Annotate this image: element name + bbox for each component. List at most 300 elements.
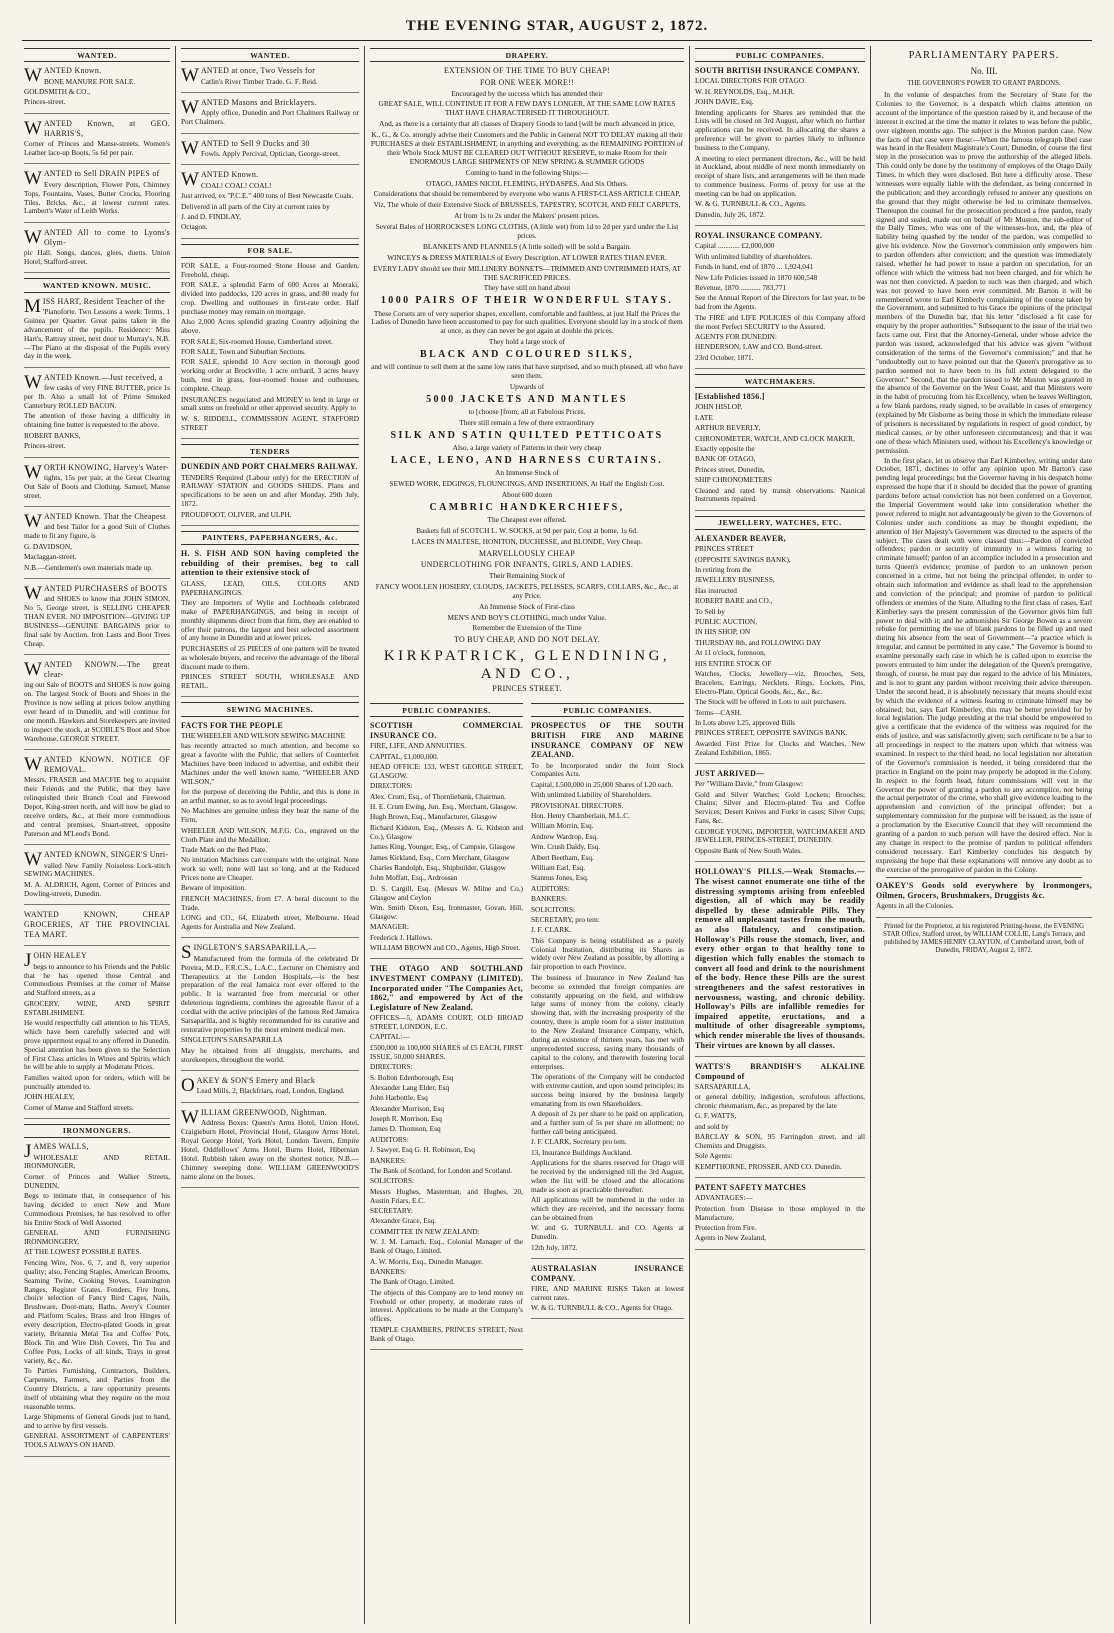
- ad-line: ADVANTAGES:—: [695, 1193, 753, 1203]
- ad-line: In Lots above L25, approved Bills: [695, 717, 796, 727]
- parliamentary-papers-title: PARLIAMENTARY PAPERS.: [908, 50, 1060, 61]
- drapery-advertisement: [370, 66, 684, 645]
- ad-line: for the purpose of deceiving the Public, and this is done in an artful manner, so as to avoid legal proceedings.: [181, 787, 359, 805]
- ad-line: Octagon.: [181, 222, 208, 232]
- ad-line: In retiring from the: [695, 565, 752, 575]
- tenders-advertisement: [181, 462, 359, 526]
- ad-lead: [24, 755, 170, 775]
- ad-line: May be obtained from all druggists, merchants, and storekeepers, throughout the world.: [181, 1045, 359, 1064]
- wanted-advertisement: [181, 98, 359, 134]
- ad-lead: [24, 168, 170, 190]
- ad-line: PRINCES STREET: [695, 544, 754, 554]
- drapery-line: and will continue to sell them at the same low rates that have surprised, and so much pleased, all who have seen them.: [371, 362, 683, 381]
- drop-capital: W: [24, 226, 42, 248]
- section-heading-watchmakers: WATCHMAKERS.: [695, 374, 865, 388]
- advertisement: [181, 1076, 359, 1103]
- royal-insurance-advertisement: [695, 231, 865, 369]
- drapery-line: These Corsets are of very superior shapes, excellent, comfortable and faultless, at just Half the Prices the Ladies of Dunedin have been accustomed to pay for such qualities. Everyone should lay in a stock of them at once, as they can never be got again at double the prices.: [371, 308, 683, 336]
- ad-line: LONG and CO., 64, Elizabeth street, Melbourne. Head Agents for Australia and New Zealand.: [181, 913, 359, 932]
- column-divider: [689, 46, 690, 1624]
- oakey-goods-advertisement: [876, 881, 1092, 917]
- wanted-advertisement: [181, 139, 359, 166]
- ad-line: Wm. Crush Daldy, Esq.: [531, 842, 601, 852]
- ad-lead-text: AKEY & SON'S Emery and Black: [196, 1075, 316, 1085]
- ad-line: W. & G. TURNBULL & CO., Agents.: [695, 199, 807, 209]
- ad-line: James D. Thomson, Esq: [370, 1124, 441, 1134]
- ad-lead-text: ANTED KNOWN.—The great clear-: [43, 660, 170, 680]
- ad-line: PRINCES STREET SOUTH, WHOLESALE AND RETAIL.: [181, 672, 359, 690]
- ad-line: Applications for the shares reserved for Otago will be received by the undersigned till the 3rd August, when the list will be closed and the allocations made as soon as practicable thereafter.: [531, 1158, 684, 1194]
- ad-line: Alexander Lang Elder, Esq: [370, 1082, 450, 1092]
- wanted-advertisement: [24, 512, 170, 579]
- ad-line: GLASS, LEAD, OILS, COLORS AND PAPERHANGINGS.: [181, 578, 359, 597]
- ad-line: tights, 15s per pair, at the Great Clearing Out Sale of Boots and Clothing. Samuel, Manse street.: [24, 472, 170, 500]
- ad-lead-text: ANTED to Sell DRAIN PIPES of: [43, 169, 160, 179]
- ad-line: JOHN HEALEY,: [24, 1092, 75, 1102]
- ad-line: They are Importers of Wylie and Lochheads celebrated make of PAPERHANGINGS, and being in receipt of monthly shipments direct from that firm, they are enabled to offer their patrons, the largest and best selected assortment of any house in Dunedin and at lower prices.: [181, 597, 359, 643]
- ad-line: Cleaned and rated by transit observations. Nautical Instruments repaired.: [695, 485, 865, 504]
- ad-line: and SHOES to know that JOHN SIMON, No 5, George street, is SELLING CHEAPER THAN EVER. NO IMPOSITION—GIVING UP BUSINESS—GENUINE BARGAINS prior to final sale by Auction. Iron Lasts and Boot Trees Cheap.: [24, 594, 170, 648]
- ad-line: Princes-street.: [24, 441, 66, 451]
- ad-line: Wm. Smith Dixon, Esq, Ironmaster, Govan, Hill, Glasgow.: [370, 903, 523, 921]
- ad-line: A deposit of 2s per share to be paid on application, and a further sum of 5s per share on allotment; no further call being anticipated.: [531, 1109, 684, 1136]
- ad-line: Joseph R. Morrison, Esq: [370, 1114, 442, 1124]
- ad-lead-text: ANTED KNOWN. NOTICE OF REMOVAL.: [43, 755, 170, 775]
- drapery-line: EVERY LADY should see their MILLINERY BONNETS—TRIMMED AND UNTRIMMED HATS, AT THE SACRIFICED PRICES.: [373, 263, 681, 282]
- ad-line: To Parties Furnishing, Contractors, Builders, Carpenters, Farmers, and Parties from the Country Districts, a rare opportunity presents itself of obtaining what they require on the most reasonable terms.: [24, 1366, 170, 1411]
- ad-line: This Company is being established as a purely Colonial Institution, distributing its Shares as widely over New Zealand as possible, by allotting a fair proportion to each Province.: [531, 935, 684, 972]
- ad-line: TEMPLE CHAMBERS, PRINCES STREET, Next Bank of Otago.: [370, 1324, 523, 1343]
- ad-line: Stannus Jones, Esq.: [531, 873, 589, 883]
- ad-line: PURCHASERS of 25 PIECES of one pattern will be treated as wholesale buyers, and receive the advantage of the liberal discount made to them.: [181, 643, 359, 671]
- ad-lead-text: ANTED All to come to Lyons's Olym-: [43, 227, 170, 247]
- ad-line: DIRECTORS:: [370, 1062, 413, 1072]
- section-heading-ironmongers: IRONMONGERS.: [24, 1124, 170, 1138]
- drop-capital: W: [24, 659, 42, 681]
- ad-lead-text: ANTED Known.: [43, 66, 102, 76]
- ad-line: J. F. CLARK.: [531, 925, 572, 935]
- ad-line: PRINCES STREET, OPPOSITE SAVINGS BANK.: [695, 728, 848, 738]
- drapery-line: SILK AND SATIN QUILTED PETTICOATS: [390, 429, 664, 441]
- drapery-line: WINCEYS & DRESS MATERIALS of Every Description, AT LOWER RATES THAN EVER.: [387, 252, 667, 262]
- drapery-line: TO BUY CHEAP, AND DO NOT DELAY.: [454, 635, 600, 645]
- ad-line: Lead Mills, 2, Blackfriars, road, London, England.: [196, 1086, 345, 1096]
- ad-lead-text: OHN HEALEY: [33, 951, 88, 961]
- ad-line: SARSAPARILLA,: [695, 1081, 751, 1091]
- masthead: THE EVENING STAR, AUGUST 2, 1872.: [405, 18, 709, 34]
- drapery-line: BLANKETS AND FLANNELS (A little soiled) will be sold a Bargain.: [422, 241, 631, 251]
- ad-line: AUDITORS:: [370, 1134, 409, 1144]
- drapery-line: GREAT SALE, WILL CONTINUE IT FOR A FEW DAYS LONGER, AT THE SAME LOW RATES THAT HAVE CHARACTERISED IT THROUGHOUT.: [378, 99, 676, 118]
- ad-line: Alex. Crum, Esq., of Thornliebank, Chairman.: [370, 791, 506, 801]
- ad-line: FIRE, AND MARINE RISKS Taken at lowest current rates.: [531, 1283, 684, 1302]
- ad-line: OFFICES—5, ADAMS COURT, OLD BROAD STREET, LONDON, E.C.: [370, 1013, 523, 1032]
- ad-line: 'Pianoforte. Two Lessons a week: Terms, 1 Guinea per Quarter. Great pains taken in the advancement of the pupils. Residence: Miss Hart's, Rattray street, next door to Murray's. N.B.—The Piano at the disposal of the Pupils every day in the week.: [24, 307, 170, 361]
- ad-line: Gold and Silver Watches; Gold Lockets; Brooches; Chains; Silver and Electro-plated Tea and Coffee Services; Desert Knives and Forks in cases; Silver Cups; Fans, &c.: [695, 789, 865, 826]
- ad-lead-text: ANTED to Sell 9 Ducks and 30: [200, 138, 310, 148]
- ad-line: WHEELER AND WILSON, M.F.G. Co., engraved on the Cloth Plate and the Medallion.: [181, 825, 359, 844]
- ad-line: Address Boxes: Queen's Arms Hotel, Union Hotel, Craigieburn Hotel, Provincial Hotel, Glasgow Arms Hotel, Royal George Hotel, York Hotel, London Tavern, Empire Hotel, Oddfellows' Arms Hotel, Burns Hotel, Hibernian Hotel. Rubbish taken away on the shortest notice. N.B.—Chimney sweeping done. WILLIAM GREENWOOD'S name alone on the boxes.: [181, 1118, 359, 1181]
- ad-line: BANK OF OTAGO,: [695, 454, 756, 464]
- ad-line: Capital ............ £2,000,000: [695, 241, 775, 251]
- wanted-advertisement: [24, 910, 170, 946]
- section-heading-sewing-machines: SEWING MACHINES.: [181, 702, 359, 716]
- ad-line: No imitation Machines can compare with the original. None work so well; none will last so long, and at the Reduced Prices none are Cheaper.: [181, 855, 359, 883]
- ad-line: W. H. REYNOLDS, Esq., M.H.R.: [695, 86, 795, 96]
- ad-lead-text: AMES WALLS,: [33, 1142, 89, 1152]
- drop-capital: J: [24, 1141, 32, 1163]
- ad-line: J. F. CLARK, Secretary pro tem.: [531, 1137, 627, 1147]
- drapery-line: LACE, LENO, AND HARNESS CURTAINS.: [390, 455, 664, 466]
- drapery-line: Several Bales of HORROCKSE'S LONG CLOTHS, (A little wet) from 1d to 2d per yard under the List prices.: [375, 222, 679, 240]
- ad-line: To be Incorporated under the Joint Stock Companies Acts.: [531, 760, 684, 779]
- ad-line: Messrs. FRASER and MACFIE beg to acquaint their Friends and the Public, that they have relinquished their Branch Coal and Firewood Depot, King-street north, and will now be glad to receive orders, &c., at their more commodious and central premises, Stuart-street, opposite Paterson and M'Leod's Bond.: [24, 775, 170, 838]
- ad-line: Begs to intimate that, in consequence of his having decided to erect New and More Commodious Premises, he has resolved to offer his Entire Stock of Well Assorted: [24, 1191, 170, 1227]
- ad-line: ROBERT BARE and CO.,: [695, 596, 773, 606]
- drapery-line: Considerations that should be remembered by everyone who wants A FIRST-CLASS ARTICLE CHEAP,: [373, 189, 681, 199]
- drop-capital: W: [181, 137, 199, 159]
- drapery-line: Their Remaining Stock of: [489, 571, 565, 580]
- ad-line: M. A. ALDRICH, Agent, Corner of Princes and Dowling-streets, Dunedin.: [24, 879, 170, 898]
- holloway-pills-advertisement: [695, 867, 865, 1057]
- column-divider: [175, 46, 176, 1624]
- drapery-line: MEN'S AND BOY'S CLOTHING, much under Value.: [447, 612, 607, 622]
- drapery-line: At from 1s to 2s under the Makers' present prices.: [454, 211, 600, 221]
- hislop-watchmaker-advertisement: [695, 392, 865, 511]
- ad-line: Opposite Bank of New South Wales.: [695, 845, 803, 855]
- ad-line: BANKERS:: [531, 894, 568, 904]
- ad-line: John Moffatt, Esq., Ardrossan: [370, 873, 458, 883]
- sale-line: FOR SALE, splendid 10 Acre section in thorough good working order at Brockville, 1 acre orchard, 3 acres heavy bush, rest in grass, four-roomed house and outhouses, complete. Cheap.: [181, 357, 359, 394]
- drapery-line: An Immense Stock of: [495, 468, 559, 478]
- section-heading-painters: PAINTERS, PAPERHANGERS, &c.: [181, 531, 359, 545]
- ad-line: TENDERS Required (Labour only) for the ERECTION of RAILWAY STATION and GOODS SHEDS. Plans and specifications to be seen on and after Monday, 29th July, 1872.: [181, 472, 359, 509]
- ad-line: New Life Policies issued in 1870 600,548: [695, 272, 818, 282]
- ad-line: William Morrin, Esq.: [531, 821, 594, 831]
- ad-line: LATE: [695, 412, 713, 422]
- wanted-advertisement: [24, 228, 170, 274]
- ad-line: Dunedin, July 26, 1872.: [695, 209, 766, 219]
- section-heading-wanted: WANTED.: [181, 48, 359, 62]
- ad-line: few casks of very FINE BUTTER, price 1s per lb. Also a small lot of Prime Smoked Canterbury ROLLED BACON.: [24, 383, 170, 411]
- article-paragraph: In the first place, let us observe that Earl Kimberley, writing under date October, 1871, declines to offer any opinion upon Mr Barton's case pending legal proceedings; but the Governor having in his despatch home expressed the hope that if it should be decided that the power of granting pardons before actual conviction has not been conferred on a Governor, the Imperial Government would take into consideration whether the power referred to might not advantageously be given to the Governors of Colonies under such conditions as may be thought expedient, the attention of Her Majesty's Government was directed to the aspects of the subject. The cases dealt with were classed thus:—Pardon of convicted offenders; pardon or security of immunity to a witness fearing to criminate himself; pardon of an accomplice included in a prosecution and turns Queen's evidence; promise of pardon to an unknown person concerned in a crime, but not being the principal offender, in order to obtain such information and evidence as shall lead to the apprehension and conviction of the principal; and promise of pardon to political offenders or enemies of the State. Alluding to the first class of cases, Earl Kimberley says the present commission of the Governor gives him full power to deal with it; and he admonishes Sir George Bowen as a severe rebuke for permitting the use of blank pardons to be filled up and used during his absence from the seat of Government—"a practice which is irregular, and cannot be permitted in any case." The Governor is bound to examine personally each case in which he is called upon to exercise the powers entrusted to him under the delegation of the Queen's prerogative, though, of course, he must pay due regard to the advice of his Ministers, and is not to grant any pardon without receiving their advice thereupon. Under the second head, it is absolutely necessary that means should exist by which the evidence of a witness fearing to criminate himself may be obtained; but, says Earl Kimberley, this may be better provided for by local legislation. The judge presiding at the trial should be empowered to give a certificate that the evidence of the witness was required for the ends of justice, and was satisfactorily given; such certificate to be a bar to all proceedings in respect to the matters upon which that witness was examined. In respect to the third head, no local legislation nor alteration of the Governor's commission is needed, it being considered that the practice in England on the point may properly be adopted in the Colony. In respect to the fourth head, future commissions will vest in the Governor the power of granting a pardon to any accomplice, not being the actual perpetrator of the crime, who shall give evidence leading to the apprehension and conviction of the principal offender; but a supplementary commission for the purpose will be issued, as the issue of a proclamation by the Executive Council that they will recommend the granting of a pardon to such person will have the desired effect. Nor is any change in respect to the promise of pardon to political offenders considered necessary. Earl Kimberley concludes his despatch by expressing the hope that these explanations will remove any doubt as to the exercise of the prerogative of pardon in the Colony.: [876, 455, 1092, 874]
- ad-line: LOCAL DIRECTORS FOR OTAGO.: [695, 76, 806, 86]
- ad-line: William Earl, Esq.: [531, 862, 586, 872]
- ad-line: ROYAL INSURANCE COMPANY.: [695, 231, 823, 241]
- ad-line: £500,000 in 100,000 SHARES of £5 EACH, FIRST ISSUE, 50,000 SHARES.: [370, 1042, 523, 1061]
- firm-address: PRINCES STREET.: [492, 683, 562, 693]
- ad-line: or general debility, indigestion, scrofulous affections, chronic rheumatism, &c., as prepared by the late: [695, 1092, 865, 1110]
- ad-line: Families waited upon for orders, which will be punctually attended to.: [24, 1072, 170, 1091]
- ad-line: COAL! COAL! COAL!: [200, 180, 272, 190]
- ad-line: and best Tailor for a good Suit of Clothes made to fit any figure, is: [24, 522, 170, 541]
- ad-line: begs to announce to his Friends and the Public that he has opened those Central and Commodious Premises at the corner of Manse and Stafford streets, as a: [24, 961, 170, 998]
- wanted-advertisement: [181, 66, 359, 93]
- ad-line: Terms—CASH.: [695, 707, 742, 717]
- ad-lead: [24, 461, 170, 483]
- ad-lead: [24, 660, 170, 680]
- top-rule: [22, 40, 1092, 41]
- ad-line: BANKERS:: [370, 1266, 407, 1276]
- ad-line: The attention of those having a difficulty in obtaining fine butter is requested to the above.: [24, 411, 170, 430]
- ad-line: W. and G. TURNBULL and CO. Agents at Dunedin.: [531, 1223, 684, 1242]
- ad-line: HEAD OFFICE: 133, WEST GEORGE STREET, GLASGOW.: [370, 762, 523, 780]
- ad-line: CHRONOMETER, WATCH, AND CLOCK MAKER,: [695, 433, 855, 443]
- section-heading-public-companies: PUBLIC COMPANIES.: [370, 703, 523, 717]
- article-body: [876, 91, 1092, 874]
- ad-lead-text: ILLIAM GREENWOOD, Nightman.: [200, 1107, 327, 1117]
- ad-line: Agents in all the Colonies.: [876, 901, 954, 911]
- ad-line: Exactly opposite the: [695, 444, 755, 454]
- drapery-line: CAMBRIC HANDKERCHIEFS,: [429, 501, 625, 513]
- ad-line: H. E. Crum Ewing, Jun. Esq., Merchant, Glasgow.: [370, 802, 518, 812]
- drop-capital: S: [181, 942, 192, 964]
- ad-line: Per "William Davie," from Glasgow:: [695, 779, 803, 789]
- ad-line: SHIP CHRONOMETERS: [695, 475, 772, 485]
- ad-line: AUDITORS:: [531, 883, 570, 893]
- ad-line: Just arrived, ex "P.C.E." 400 tons of Best Newcastle Coals.: [181, 191, 354, 201]
- column-parliamentary-papers: [876, 48, 1092, 1623]
- ad-lead-text: ANTED Known, at GEO. HARRIS'S,: [43, 118, 170, 138]
- ad-line: SINGLETON'S SARSAPARILLA: [181, 1035, 283, 1045]
- ad-line: Corner of Princes and Walker Streets, DUNEDIN,: [24, 1171, 170, 1190]
- drapery-line: They have still on hand about: [483, 283, 571, 293]
- drapery-line: FOR ONE WEEK MORE!!: [480, 77, 574, 87]
- wanted-advertisement: [24, 373, 170, 458]
- ad-line: PROSPECTUS OF THE SOUTH BRITISH FIRE AND MARINE INSURANCE COMPANY OF NEW ZEALAND.: [531, 721, 684, 760]
- ad-line: H. S. FISH AND SON having completed the rebuilding of their premises, beg to call attention to their extensive stock of: [181, 549, 359, 578]
- ad-line: Trade Mark on the Bed Plate.: [181, 844, 268, 854]
- sale-line: FOR SALE, a Four-roomed Stone House and Garden, Freehold, cheap.: [181, 261, 359, 279]
- wanted-advertisement: [24, 850, 170, 905]
- ad-lead-text: ANTED Known.—Just received, a: [43, 372, 163, 382]
- music-teacher-advertisement: [24, 297, 170, 368]
- sale-line: W. S. RIDDELL, COMMISSION AGENT, STAFFORD STREET: [181, 413, 359, 432]
- drapery-line: Coming to hand in the following Ships:—: [465, 167, 589, 177]
- ad-line: Fencing Wire, Nos. 6, 7, and 8, very superior quality; also, Fencing Staples, American Brooms, Seaming Twine, Cooking Stoves, Leamington Ranges, Register Grates, Fenders, Fire Irons, choice selection of Fancy Bird Cages, Nails, Brushware, Door-mats, Baths, Avery's Counter and Platform Scales, Brass and Iron Hinges of every description, Electro-plated Goods in great variety, Britannia Metal Tea and Coffee Pots, Block Tin and Wire Dish Covers, Tin Tea and Coffee Pots, Locks of all kinds, Trays in great variety, &c., &c.: [24, 1257, 170, 1365]
- ad-lead: [24, 295, 170, 317]
- drapery-line: to [choose [from; all at Fabulous Prices.: [468, 407, 586, 417]
- drop-capital: J: [24, 950, 32, 972]
- ad-line: WILLIAM BROWN and CO., Agents, High Street.: [370, 943, 521, 953]
- ad-line: GEORGE YOUNG, IMPORTER, WATCHMAKER AND JEWELLER, PRINCES-STREET, DUNEDIN.: [695, 826, 865, 845]
- ad-line: Hugh Brown, Esq., Manufacturer, Glasgow: [370, 812, 497, 822]
- ad-line: HIS ENTIRE STOCK OF: [695, 658, 772, 668]
- ad-line: 13, Insurance Buildings Auckland.: [531, 1147, 633, 1157]
- ad-line: The operations of the Company will be conducted with extreme caution, and upon sound principles; its success being insured by the business largely emanating from its own Shareholders.: [531, 1072, 684, 1108]
- drapery-line: An Immense Stock of First-class: [479, 601, 575, 611]
- wanted-advertisement: [181, 170, 359, 238]
- ad-line: KEMPTHORNE, PROSSER, AND CO. Dunedin.: [695, 1161, 842, 1171]
- drapery-line: The Cheapest ever offered.: [487, 515, 567, 525]
- ad-lead: [181, 1106, 359, 1128]
- drop-capital: W: [24, 461, 42, 483]
- drapery-line: Also, a large variety of Patterns in their very cheap: [452, 443, 602, 453]
- ad-line: [Established 1856.]: [695, 392, 765, 402]
- ad-line: Maclaggan-street.: [24, 552, 77, 562]
- george-young-advertisement: [695, 769, 865, 862]
- ad-line: Revenue, 1870 ........... 783,771: [695, 282, 787, 292]
- ad-line: Beware of imposition.: [181, 883, 247, 893]
- drapery-line: Baskets full of SCOTCH L. W. SOCKS, at 9d per pair, Cost at home, 1s 6d.: [416, 525, 638, 535]
- section-heading-public-companies: PUBLIC COMPANIES.: [695, 48, 865, 62]
- ad-line: ing out Sale of BOOTS and SHOES is now going on. The largest Stock of Boots and Shoes in the Province is now selling at prices below anything ever heard of in Dunedin, and will continue for one month. Hawkers and Storekeepers are invited to inspect the stock, at SCOBLE'S Boot and Shoe Warehouse, GEORGE STREET.: [24, 680, 170, 743]
- ad-line: THURSDAY 8th, and FOLLOWING DAY: [695, 637, 822, 647]
- drapery-line: 1000 PAIRS OF THEIR WONDERFUL STAYS.: [380, 295, 674, 307]
- ad-lead: [181, 942, 359, 964]
- ad-line: The business of Insurance in New Zealand has become so extended that foreign companies are constantly appearing on the field, and withdraw large sums of money from the colony, clearly showing that, with the increasing prosperity of the country, there is ample room for a sister institution to the New Zealand Insurance Company, which, during an existence of thirteen years, has met with unprecedented success, saving many thousands of capital to the colony, and therewith fostering local enterprises.: [531, 972, 684, 1071]
- ad-line: (OPPOSITE SAVINGS BANK),: [695, 554, 791, 564]
- ad-line: pic Hall. Songs, dances, glees, duetts. Union Hotel, Stafford-street.: [24, 248, 170, 266]
- ad-line: MANAGER:: [370, 922, 409, 932]
- ad-line: Has instructed: [695, 585, 737, 595]
- ad-line: BANKERS:: [370, 1155, 407, 1165]
- ad-lead-text: ANTED KNOWN, SINGER'S Unri-: [43, 850, 169, 860]
- ad-line: JEWELLERY BUSINESS,: [695, 575, 775, 585]
- ad-line: Watches, Clocks, Jewellery—viz, Brooches, Sets, Bracelets, Earrings, Necklets, Rings, Lockets, Pins, Electro-Plate, Optical Goods, &c., &c., &c.: [695, 668, 865, 696]
- ad-line: N.B.—Gentlemen's own materials made up.: [24, 562, 153, 572]
- ad-line: ARTHUR BEVERLY,: [695, 423, 761, 433]
- ad-lead-text: WANTED KNOWN, CHEAP GROCERIES, AT THE PROVINCIAL TEA MART.: [24, 910, 170, 939]
- australasian-insurance-advertisement: [531, 1264, 684, 1319]
- advertisement: [181, 1108, 359, 1188]
- ad-line: All applications will be numbered in the order in which they are received, and the necessary forms can be obtained from: [531, 1195, 684, 1222]
- firm-name: KIRKPATRICK, GLENDINING, AND CO.,: [383, 647, 671, 683]
- ad-line: No Machines are genuine unless they bear the name of the Firm,: [181, 806, 359, 825]
- ad-line: FIRE, LIFE, AND ANNUITIES.: [370, 741, 467, 751]
- section-heading-public-companies: PUBLIC COMPANIES.: [531, 703, 684, 717]
- sale-line: INSURANCES negociated and MONEY to lend in large or small sums on freehold or other approved security. Apply to: [181, 394, 359, 413]
- ad-line: FACTS FOR THE PEOPLE: [181, 720, 283, 730]
- ad-line: Alexander Morrison, Esq: [370, 1103, 444, 1113]
- ad-line: GENERAL AND FURNISHING IRONMONGERY,: [24, 1228, 170, 1247]
- article-subtitle: THE GOVERNOR'S POWER TO GRANT PARDONS.: [907, 79, 1061, 87]
- ad-line: Capital, L500,000 in 25,000 Shares of L20 each.: [531, 779, 674, 789]
- sale-line: FOR SALE, a splendid Farm of 600 Acres at Moeraki, divided into paddocks, 120 acres in grass, and 80 ready for crop. Dwelling and outhouses in first-rate order. Half purchase money may remain on mortgage.: [181, 280, 359, 317]
- ad-line: A. W. Morris, Esq., Dunedin Manager.: [370, 1256, 483, 1266]
- wanted-advertisement: [24, 169, 170, 222]
- ad-line: PROUDFOOT, OLIVER, and ULPH.: [181, 509, 292, 519]
- drapery-line: OTAGO, JAMES NICOL FLEMING, HYDASPES, And Six Others.: [426, 178, 628, 188]
- ad-line: 12th July, 1872.: [531, 1242, 578, 1252]
- paper-number: No. III.: [970, 65, 998, 76]
- sale-line: Also 2,000 Acres splendid grazing Country adjoining the above.: [181, 317, 359, 336]
- drapery-line: SEWED WORK, EDGINGS, FLOUNCINGS, AND INSERTIONS, At Half the English Cost.: [389, 479, 665, 489]
- ad-line: With unlimited Liability of Shareholders.: [531, 790, 652, 800]
- section-heading-wanted: WANTED.: [24, 48, 170, 62]
- ad-line: Hon. Henry Chamberlain, M.L.C.: [531, 810, 630, 820]
- section-heading-drapery: DRAPERY.: [370, 48, 684, 62]
- ad-line: DUNEDIN AND PORT CHALMERS RAILWAY.: [181, 462, 358, 472]
- ad-line: G. DAVIDSON,: [24, 541, 72, 551]
- ad-line: J. and D. FINDLAY,: [181, 212, 242, 222]
- ad-line: THE WHEELER AND WILSON SEWING MACHINE: [181, 730, 346, 740]
- ad-line: has recently attracted so much attention, and become so great a favorite with the Public, that sellers of Counterfeit Machines have been induced to advertise, and exhibit their Machines under the well known name, "WHEELER AND WILSON,": [181, 741, 359, 786]
- article-paragraph: In the volume of despatches from the Secretary of State for the Colonies to the Governor, is a despatch which claims attention on account of the importance of the question raised by it, and because of the interest it excited at the time the matter it relates to was before the public, over eighteen months ago. The subject is the Muston pardon case. Now the facts of that case were these:—When the famous telegraph libel case was heard in the Resident Magistrate's Court, Dunedin, of course the first step in the prosecution was to prove the authorship of the alleged libels. This could only be done by the testimony of employes of the Otago Daily Times, in which they were disclosed. But here a difficulty arose. These witnesses were equally liable with the defendant, as being concerned in the publication; and they accordingly refused to answer any questions on the ground that they might otherwise be led to criminate themselves. Thereupon the counsel for the prosecution produced a free pardon, ready signed and sealed, made out on behalf of Mr Muston, the sub-editor of the Daily Times, who was one of the witnesses-box, and, the plea of liability being quashed by the tender of the pardon, was compelled to give his evidence. Now the Governor's commission only empowers him to pardon offenders after conviction; and the question was immediately raised, whether he had power to issue a pardon on speculation, for an offence with which the witness had not been charged, and for which he was not then convicted. A pardon to such was then charged, and which was not proved to have been ever committed. Mr Barton it will be remembered wrote to Earl Kimberly complaining of the course taken by the Government, and submitted to his Grace the opinions of the principal members of the Dunedin bar, that his letter "disclosed a fit case for enquiry by the proper authorities." Subsequent to the issue of the trial two facts came out. First that the Attorney-General, under whose advice the pardon was issued, acknowledged that his advice was given "without consideration of the terms of the Governor's commission;" and that he "undoubtedly out to have pointed out that the Queen's prerogative as to pardon seemed not to have been to its full extent delegated to the Governor." Second, that the pardon issued to Mr Muston was granted in the absence of the Governor on the West Coast, and that Ministers were in the habit of procuring from his Excellency, when he leaves Wellington, a few blank pardons, ready signed, to be available in cases of emergency (explained by Mr Gisborne as being those in which the immediate release of prisoners is necessitated by regulations in respect of good conduct, by medical causes, or by other unforeseen circumstances); and that it was one of these which Ministers used, without his Excellency's knowledge or permission.: [876, 90, 1092, 455]
- ad-line: At 11 o'clock, forenoon,: [695, 648, 766, 658]
- ad-line: valled New Family Noiseless Lock-stitch SEWING MACHINES.: [24, 860, 170, 879]
- wanted-advertisement: [24, 951, 170, 1119]
- sewing-machine-advertisement: [181, 721, 359, 939]
- ad-line: John Harbottle, Esq: [370, 1093, 428, 1103]
- ad-line: JOHN DAVIE, Esq.: [695, 97, 754, 107]
- ad-line: Apply office, Dunedin and Port Chalmers Railway or Port Chalmers.: [181, 108, 359, 127]
- ad-line: GOLDSMITH & CO.,: [24, 87, 91, 97]
- wanted-advertisement: [24, 584, 170, 655]
- ad-line: Catlin's River Timber Trade. G. F. Reid.: [200, 76, 318, 86]
- ad-line: Agents in New Zealand,: [695, 1233, 766, 1243]
- section-heading-for-sale: FOR SALE.: [181, 244, 359, 258]
- south-british-prospectus: [531, 721, 684, 1258]
- drapery-line: Upwards of: [509, 382, 545, 392]
- ad-line: Fowls. Apply Percival, Optician, George-street.: [200, 149, 340, 159]
- ad-line: and sold by: [695, 1121, 729, 1131]
- drapery-line: There still remain a few of there extraordinary: [459, 418, 595, 428]
- ad-line: HENDERSON, LAW and CO. Bond-street.: [695, 342, 823, 352]
- ad-line: FRENCH MACHINES, from £7. A beral discount to the Trade.: [181, 893, 359, 912]
- column-public-companies: [695, 48, 865, 1623]
- ad-lead-text: ANTED Known.: [200, 170, 259, 180]
- drapery-line: Viz, The whole of their Extensive Stock of BRUSSELS, TAPESTRY, SCOTCH, AND FELT CARPETS,: [373, 200, 681, 210]
- ad-line: S. Bolton Edenborough, Esq: [370, 1072, 454, 1082]
- ad-line: Frederick J. Hallows.: [370, 932, 433, 942]
- ad-line: WATTS'S BRANDISH'S ALKALINE Compound of: [695, 1061, 865, 1081]
- ad-line: JUST ARRIVED—: [695, 768, 765, 778]
- ad-line: PUBLIC AUCTION,: [695, 617, 758, 626]
- ad-line: SOLICITORS:: [531, 904, 576, 914]
- wanted-advertisement: [24, 119, 170, 165]
- ad-lead-text: INGLETON'S SARSAPARILLA,—: [193, 943, 317, 953]
- column-wanted: [24, 48, 170, 1623]
- ad-line: IN HIS SHOP, ON: [695, 627, 751, 637]
- ad-line: The Stock will be offered in Lots to suit purchasers.: [695, 697, 847, 707]
- drapery-line: K., G., & Co. strongly advise their Customers and the Public in General NOT TO DELAY making all their PURCHASES at their ESTABLISHMENT, in anything and everything, as the REMAINING PORTION of their Whole Stock MUST BE CLEARED OUT WITHOUT RESERVE, to make Room for their ENORMOUS LARGE SHIPMENTS OF NEW SPRING & SUMMER GOODS: [370, 130, 684, 166]
- ad-line: G. F. WATTS,: [695, 1111, 737, 1121]
- ad-line: Protection from Fire.: [695, 1223, 757, 1233]
- ad-lead: [24, 950, 170, 972]
- ad-line: Princes-street.: [24, 97, 66, 107]
- ad-line: Corner of Manse and Stafford streets.: [24, 1102, 134, 1112]
- paperhangers-advertisement: [181, 549, 359, 697]
- otago-investment-advertisement: [370, 964, 523, 1350]
- section-heading-jewellery: JEWELLERY, WATCHES, ETC.: [695, 516, 865, 530]
- ad-line: AUSTRALASIAN INSURANCE COMPANY.: [531, 1263, 684, 1283]
- ad-line: With unlimited liability of shareholders.: [695, 251, 813, 261]
- ad-line: W. & G. TURNBULL & CO., Agents for Otago.: [531, 1303, 673, 1313]
- column-divider: [870, 46, 871, 1624]
- drop-capital: W: [24, 117, 42, 139]
- ad-line: He would respectfully call attention to his TEAS, which have been carefully selected and will prove uppermost equal to any offered in Dunedin. Special attention has been given to the Selection of First Class articles in Wines and Spirits which he will be able to supply at Moderate Prices.: [24, 1018, 170, 1072]
- ad-line: 23rd October, 1871.: [695, 352, 754, 362]
- drop-capital: W: [24, 582, 42, 604]
- ad-line: Large Shipments of General Goods just to hand, and to arrive by first vessels.: [24, 1412, 170, 1430]
- ad-line: W. J. M. Larnach, Esq., Colonial Manager of the Bank of Otago, Limited.: [370, 1237, 523, 1256]
- ad-line: The FIRE and LIFE POLICIES of this Company afford the most Perfect SECURITY to the Assured.: [695, 312, 865, 331]
- ad-line: PROVISIONAL DIRECTORS.: [531, 800, 624, 810]
- ad-line: WHOLESALE AND RETAIL IRONMONGER,: [24, 1152, 170, 1171]
- ad-lead-text: ANTED Known. That the Cheapest: [43, 512, 166, 522]
- ad-line: BONE MANURE FOR SALE.: [43, 76, 136, 86]
- ad-line: SOLICITORS:: [370, 1176, 415, 1186]
- ad-line: See the Annual Report of the Directors for last year, to be had from the Agents.: [695, 293, 865, 312]
- ad-line: The Bank of Otago, Limited.: [370, 1277, 455, 1287]
- ad-line: Princes street, Dunedin,: [695, 464, 765, 474]
- ad-line: SECRETARY:: [370, 1206, 413, 1216]
- sale-line: FOR SALE, Town and Suburban Sections.: [181, 347, 306, 357]
- drapery-line: UNDERCLOTHING FOR INFANTS, GIRLS, AND LADIES.: [420, 560, 634, 570]
- wanted-advertisement: [24, 66, 170, 114]
- ad-line: THE OTAGO AND SOUTHLAND INVESTMENT COMPANY (LIMITED). Incorporated under "The Companies Act, 1862," and empowered by Act of the Legislature of New Zealand.: [370, 964, 523, 1013]
